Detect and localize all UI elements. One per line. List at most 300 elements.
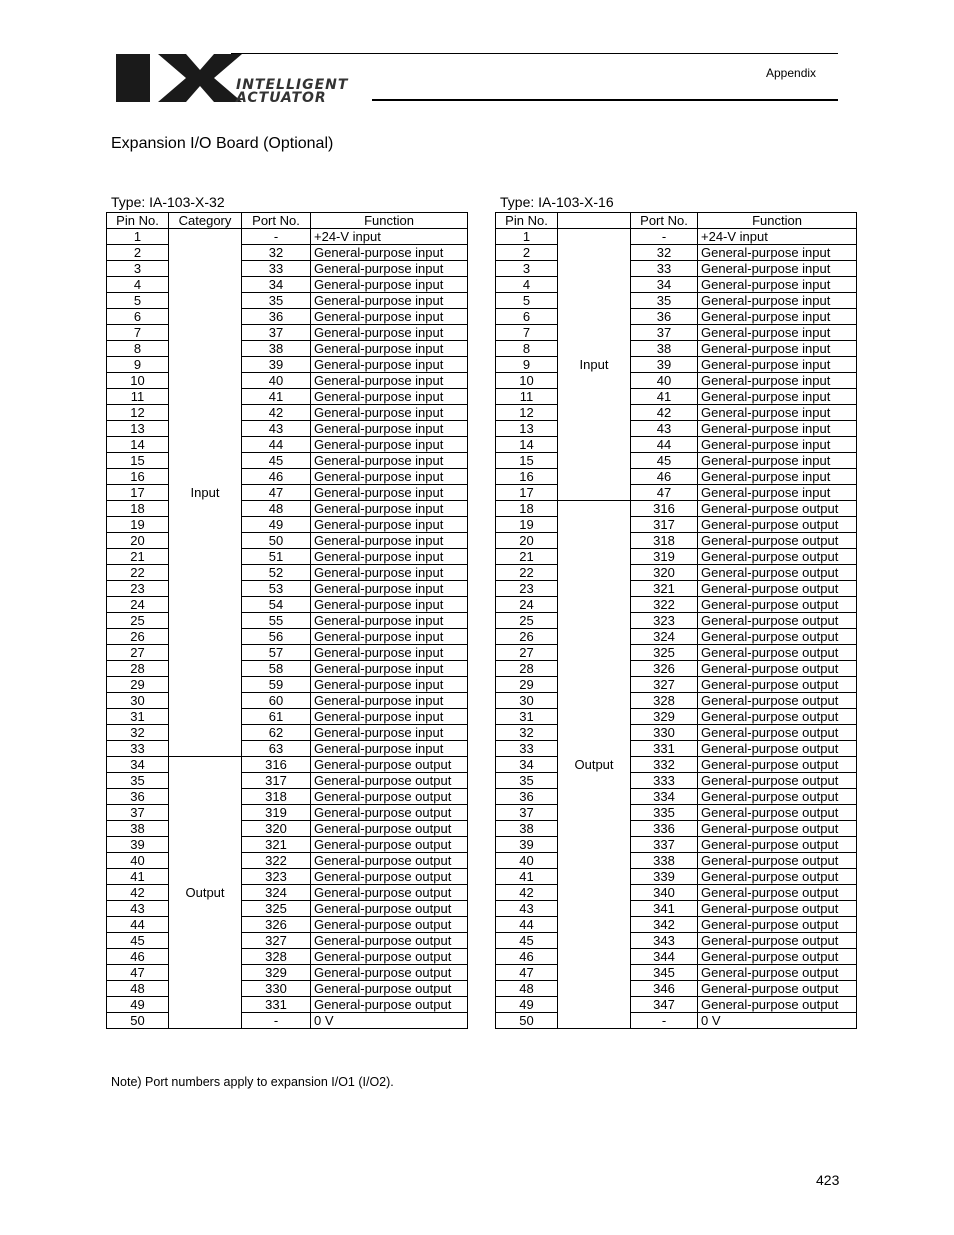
port-cell: 36 — [631, 309, 698, 325]
pin-cell: 26 — [496, 629, 558, 645]
function-cell: General-purpose input — [698, 277, 857, 293]
table-row — [496, 757, 857, 773]
function-cell: General-purpose output — [311, 997, 468, 1013]
table-row — [107, 741, 468, 757]
function-cell: General-purpose output — [698, 901, 857, 917]
table-row — [496, 885, 857, 901]
function-cell: General-purpose output — [698, 517, 857, 533]
brand-line1: INTELLIGENT — [236, 77, 349, 93]
function-cell: General-purpose input — [698, 453, 857, 469]
port-cell: 317 — [631, 517, 698, 533]
pin-cell: 8 — [107, 341, 169, 357]
pin-cell: 39 — [107, 837, 169, 853]
page-number: 423 — [816, 1172, 840, 1188]
pin-cell: 30 — [496, 693, 558, 709]
pin-cell: 27 — [496, 645, 558, 661]
table-row — [107, 917, 468, 933]
pin-cell: 10 — [496, 373, 558, 389]
port-cell: 341 — [631, 901, 698, 917]
pin-cell: 45 — [107, 933, 169, 949]
port-cell: 56 — [242, 629, 311, 645]
function-cell: General-purpose output — [698, 629, 857, 645]
pin-cell: 42 — [107, 885, 169, 901]
function-cell: General-purpose output — [311, 965, 468, 981]
type-label-x16: Type: IA-103-X-16 — [500, 194, 614, 210]
table-row — [496, 341, 857, 357]
pin-cell: 40 — [496, 853, 558, 869]
pin-cell: 9 — [496, 357, 558, 373]
pin-table-x32 — [106, 212, 468, 1029]
function-cell: General-purpose input — [311, 613, 468, 629]
table-row — [496, 981, 857, 997]
function-cell: General-purpose output — [311, 901, 468, 917]
function-cell: General-purpose output — [698, 661, 857, 677]
pin-cell: 18 — [496, 501, 558, 517]
table-row — [107, 1013, 468, 1029]
port-cell: 319 — [242, 805, 311, 821]
pin-cell: 10 — [107, 373, 169, 389]
port-cell: 33 — [242, 261, 311, 277]
pin-cell: 22 — [496, 565, 558, 581]
table-row — [107, 501, 468, 517]
table-row — [107, 261, 468, 277]
page-heading: Expansion I/O Board (Optional) — [111, 135, 334, 152]
pin-cell: 36 — [496, 789, 558, 805]
port-cell: 54 — [242, 597, 311, 613]
function-cell: General-purpose input — [311, 293, 468, 309]
function-cell: General-purpose input — [698, 389, 857, 405]
table-row — [107, 821, 468, 837]
pin-cell: 31 — [107, 709, 169, 725]
table-row — [496, 277, 857, 293]
table-row — [496, 741, 857, 757]
table-row — [496, 229, 857, 245]
function-cell: General-purpose input — [311, 565, 468, 581]
pin-cell: 21 — [107, 549, 169, 565]
function-cell: General-purpose output — [311, 789, 468, 805]
function-cell: General-purpose input — [311, 677, 468, 693]
pin-cell: 4 — [107, 277, 169, 293]
table-row — [107, 965, 468, 981]
col-port: Port No. — [242, 213, 311, 229]
table-row — [496, 613, 857, 629]
port-cell: 35 — [242, 293, 311, 309]
table-row — [107, 981, 468, 997]
function-cell: General-purpose input — [698, 261, 857, 277]
table-row — [496, 661, 857, 677]
table-row — [496, 549, 857, 565]
table-row — [496, 917, 857, 933]
function-cell: General-purpose output — [698, 933, 857, 949]
function-cell: General-purpose input — [311, 421, 468, 437]
pin-cell: 37 — [496, 805, 558, 821]
function-cell: General-purpose output — [698, 805, 857, 821]
table-row — [496, 581, 857, 597]
function-cell: 0 V — [311, 1013, 468, 1029]
port-cell: 335 — [631, 805, 698, 821]
function-cell: General-purpose input — [311, 597, 468, 613]
table-row — [107, 709, 468, 725]
table-row — [107, 549, 468, 565]
function-cell: General-purpose input — [311, 453, 468, 469]
table-row — [496, 517, 857, 533]
pin-cell: 39 — [496, 837, 558, 853]
port-cell: 47 — [631, 485, 698, 501]
pin-cell: 4 — [496, 277, 558, 293]
table-row — [496, 645, 857, 661]
function-cell: General-purpose output — [698, 757, 857, 773]
table-row — [496, 725, 857, 741]
port-cell: 344 — [631, 949, 698, 965]
pin-cell: 15 — [107, 453, 169, 469]
table-row — [107, 949, 468, 965]
port-cell: 342 — [631, 917, 698, 933]
pin-cell: 46 — [107, 949, 169, 965]
pin-cell: 43 — [107, 901, 169, 917]
table-header-row — [496, 213, 857, 229]
port-cell: 59 — [242, 677, 311, 693]
port-cell: 324 — [242, 885, 311, 901]
pin-cell: 27 — [107, 645, 169, 661]
port-cell: 53 — [242, 581, 311, 597]
table-row — [496, 261, 857, 277]
pin-cell: 20 — [107, 533, 169, 549]
table-row — [107, 885, 468, 901]
port-cell: 37 — [631, 325, 698, 341]
port-cell: 52 — [242, 565, 311, 581]
function-cell: General-purpose input — [311, 645, 468, 661]
table-row — [496, 501, 857, 517]
table-row — [107, 805, 468, 821]
pin-cell: 12 — [496, 405, 558, 421]
table-row — [107, 357, 468, 373]
table-row — [107, 789, 468, 805]
port-cell: - — [631, 229, 698, 245]
pin-cell: 41 — [496, 869, 558, 885]
pin-cell: 17 — [496, 485, 558, 501]
pin-cell: 25 — [107, 613, 169, 629]
table-row — [496, 901, 857, 917]
function-cell: General-purpose output — [311, 757, 468, 773]
function-cell: General-purpose output — [698, 565, 857, 581]
function-cell: General-purpose output — [698, 645, 857, 661]
function-cell: General-purpose input — [698, 245, 857, 261]
port-cell: 34 — [242, 277, 311, 293]
port-cell: 326 — [242, 917, 311, 933]
pin-cell: 6 — [496, 309, 558, 325]
function-cell: General-purpose output — [311, 837, 468, 853]
port-cell: 321 — [631, 581, 698, 597]
pin-cell: 49 — [496, 997, 558, 1013]
function-cell: General-purpose input — [698, 309, 857, 325]
table-row — [107, 245, 468, 261]
category-output-cell: Output — [558, 501, 631, 1029]
function-cell: General-purpose input — [311, 341, 468, 357]
port-cell: 48 — [242, 501, 311, 517]
function-cell: General-purpose input — [311, 261, 468, 277]
port-cell: 333 — [631, 773, 698, 789]
pin-cell: 41 — [107, 869, 169, 885]
pin-cell: 14 — [107, 437, 169, 453]
function-cell: General-purpose input — [311, 741, 468, 757]
table-row — [107, 341, 468, 357]
port-cell: 316 — [631, 501, 698, 517]
ix-logo — [116, 52, 396, 104]
function-cell: General-purpose input — [311, 405, 468, 421]
pin-cell: 5 — [107, 293, 169, 309]
table-row — [107, 453, 468, 469]
col-port: Port No. — [631, 213, 698, 229]
port-cell: 60 — [242, 693, 311, 709]
pin-cell: 2 — [107, 245, 169, 261]
category-output-cell: Output — [169, 757, 242, 1029]
pin-cell: 25 — [496, 613, 558, 629]
pin-cell: 2 — [496, 245, 558, 261]
pin-cell: 32 — [496, 725, 558, 741]
table-row — [107, 613, 468, 629]
function-cell: General-purpose output — [311, 981, 468, 997]
pin-cell: 6 — [107, 309, 169, 325]
table-row — [496, 629, 857, 645]
pin-cell: 36 — [107, 789, 169, 805]
port-cell: 329 — [242, 965, 311, 981]
table-row — [496, 453, 857, 469]
function-cell: General-purpose output — [311, 933, 468, 949]
pin-cell: 33 — [107, 741, 169, 757]
function-cell: General-purpose input — [311, 245, 468, 261]
pin-cell: 40 — [107, 853, 169, 869]
category-input-cell: Input — [169, 229, 242, 757]
port-cell: 343 — [631, 933, 698, 949]
function-cell: General-purpose output — [698, 725, 857, 741]
function-cell: General-purpose output — [698, 693, 857, 709]
port-cell: - — [242, 229, 311, 245]
port-cell: 318 — [631, 533, 698, 549]
port-cell: 58 — [242, 661, 311, 677]
function-cell: General-purpose input — [311, 517, 468, 533]
table-row — [496, 325, 857, 341]
table-row — [496, 997, 857, 1013]
pin-cell: 47 — [107, 965, 169, 981]
port-cell: 41 — [242, 389, 311, 405]
pin-cell: 28 — [107, 661, 169, 677]
port-cell: 45 — [631, 453, 698, 469]
function-cell: General-purpose output — [698, 789, 857, 805]
function-cell: General-purpose input — [311, 725, 468, 741]
port-cell: 46 — [242, 469, 311, 485]
table-row — [496, 405, 857, 421]
function-cell: 0 V — [698, 1013, 857, 1029]
function-cell: General-purpose output — [698, 549, 857, 565]
function-cell: General-purpose output — [698, 501, 857, 517]
port-cell: 44 — [242, 437, 311, 453]
port-cell: 57 — [242, 645, 311, 661]
port-cell: 338 — [631, 853, 698, 869]
table-row — [496, 773, 857, 789]
pin-cell: 1 — [496, 229, 558, 245]
port-cell: 334 — [631, 789, 698, 805]
pin-cell: 46 — [496, 949, 558, 965]
port-cell: 328 — [631, 693, 698, 709]
pin-cell: 38 — [107, 821, 169, 837]
port-cell: 32 — [242, 245, 311, 261]
port-cell: 45 — [242, 453, 311, 469]
port-cell: 35 — [631, 293, 698, 309]
table-row — [107, 421, 468, 437]
port-cell: 50 — [242, 533, 311, 549]
table-row — [107, 325, 468, 341]
pin-cell: 24 — [496, 597, 558, 613]
table-row — [107, 389, 468, 405]
table-row — [107, 661, 468, 677]
col-category: Category — [169, 213, 242, 229]
table-row — [496, 437, 857, 453]
port-cell: 40 — [631, 373, 698, 389]
function-cell: General-purpose input — [698, 405, 857, 421]
pin-cell: 16 — [107, 469, 169, 485]
function-cell: General-purpose input — [311, 309, 468, 325]
function-cell: General-purpose output — [698, 997, 857, 1013]
table-row — [496, 965, 857, 981]
table-row — [496, 949, 857, 965]
table-row — [107, 565, 468, 581]
port-cell: 62 — [242, 725, 311, 741]
col-pin: Pin No. — [107, 213, 169, 229]
table-row — [496, 245, 857, 261]
port-cell: 43 — [631, 421, 698, 437]
table-row — [107, 517, 468, 533]
port-cell: - — [631, 1013, 698, 1029]
port-cell: 51 — [242, 549, 311, 565]
function-cell: General-purpose output — [698, 581, 857, 597]
table-row — [107, 581, 468, 597]
function-cell: General-purpose output — [311, 821, 468, 837]
function-cell: General-purpose input — [311, 357, 468, 373]
pin-cell: 45 — [496, 933, 558, 949]
table-row — [496, 421, 857, 437]
port-cell: 322 — [631, 597, 698, 613]
pin-cell: 11 — [496, 389, 558, 405]
table-row — [496, 469, 857, 485]
port-cell: 328 — [242, 949, 311, 965]
function-cell: General-purpose output — [698, 821, 857, 837]
port-cell: 49 — [242, 517, 311, 533]
function-cell: General-purpose input — [311, 485, 468, 501]
pin-cell: 24 — [107, 597, 169, 613]
table-row — [496, 1013, 857, 1029]
port-cell: 346 — [631, 981, 698, 997]
port-cell: 329 — [631, 709, 698, 725]
pin-cell: 47 — [496, 965, 558, 981]
pin-cell: 35 — [107, 773, 169, 789]
function-cell: General-purpose output — [698, 949, 857, 965]
port-cell: 330 — [631, 725, 698, 741]
pin-cell: 3 — [107, 261, 169, 277]
pin-cell: 48 — [496, 981, 558, 997]
port-cell: 339 — [631, 869, 698, 885]
port-cell: 324 — [631, 629, 698, 645]
pin-cell: 15 — [496, 453, 558, 469]
pin-cell: 13 — [496, 421, 558, 437]
pin-cell: 38 — [496, 821, 558, 837]
function-cell: General-purpose input — [311, 661, 468, 677]
table-row — [496, 869, 857, 885]
pin-cell: 34 — [107, 757, 169, 773]
function-cell: General-purpose output — [698, 837, 857, 853]
pin-cell: 49 — [107, 997, 169, 1013]
table-row — [496, 933, 857, 949]
header-rule-top — [231, 53, 838, 54]
pin-cell: 17 — [107, 485, 169, 501]
table-row — [107, 773, 468, 789]
table-row — [496, 373, 857, 389]
table-row — [107, 757, 468, 773]
function-cell: General-purpose input — [311, 325, 468, 341]
pin-cell: 14 — [496, 437, 558, 453]
function-cell: General-purpose output — [698, 773, 857, 789]
port-cell: 336 — [631, 821, 698, 837]
function-cell: General-purpose input — [698, 469, 857, 485]
port-cell: 55 — [242, 613, 311, 629]
pin-cell: 21 — [496, 549, 558, 565]
function-cell: General-purpose output — [311, 773, 468, 789]
port-cell: 320 — [631, 565, 698, 581]
table-row — [107, 373, 468, 389]
pin-cell: 43 — [496, 901, 558, 917]
function-cell: General-purpose input — [698, 373, 857, 389]
port-cell: 323 — [631, 613, 698, 629]
function-cell: +24-V input — [311, 229, 468, 245]
pin-cell: 34 — [496, 757, 558, 773]
function-cell: General-purpose input — [311, 437, 468, 453]
port-cell: 331 — [242, 997, 311, 1013]
function-cell: General-purpose input — [698, 437, 857, 453]
function-cell: General-purpose input — [311, 501, 468, 517]
function-cell: General-purpose input — [311, 581, 468, 597]
table-row — [496, 821, 857, 837]
type-label-x32: Type: IA-103-X-32 — [111, 194, 225, 210]
port-cell: 61 — [242, 709, 311, 725]
pin-cell: 29 — [107, 677, 169, 693]
table-row — [107, 437, 468, 453]
col-function: Function — [698, 213, 857, 229]
pin-cell: 19 — [107, 517, 169, 533]
function-cell: General-purpose input — [698, 325, 857, 341]
function-cell: General-purpose output — [698, 869, 857, 885]
section-label: Appendix — [766, 66, 817, 80]
pin-cell: 23 — [107, 581, 169, 597]
function-cell: General-purpose input — [698, 341, 857, 357]
function-cell: General-purpose input — [311, 533, 468, 549]
pin-cell: 11 — [107, 389, 169, 405]
pin-cell: 50 — [496, 1013, 558, 1029]
function-cell: General-purpose input — [698, 485, 857, 501]
table-row — [107, 869, 468, 885]
table-row — [496, 597, 857, 613]
table-row — [107, 597, 468, 613]
pin-cell: 23 — [496, 581, 558, 597]
function-cell: General-purpose input — [311, 693, 468, 709]
pin-cell: 1 — [107, 229, 169, 245]
category-input-cell: Input — [558, 229, 631, 501]
function-cell: General-purpose output — [311, 805, 468, 821]
table-row — [107, 485, 468, 501]
port-cell: 37 — [242, 325, 311, 341]
function-cell: General-purpose input — [311, 549, 468, 565]
port-cell: 38 — [631, 341, 698, 357]
table-row — [496, 677, 857, 693]
port-cell: 39 — [631, 357, 698, 373]
